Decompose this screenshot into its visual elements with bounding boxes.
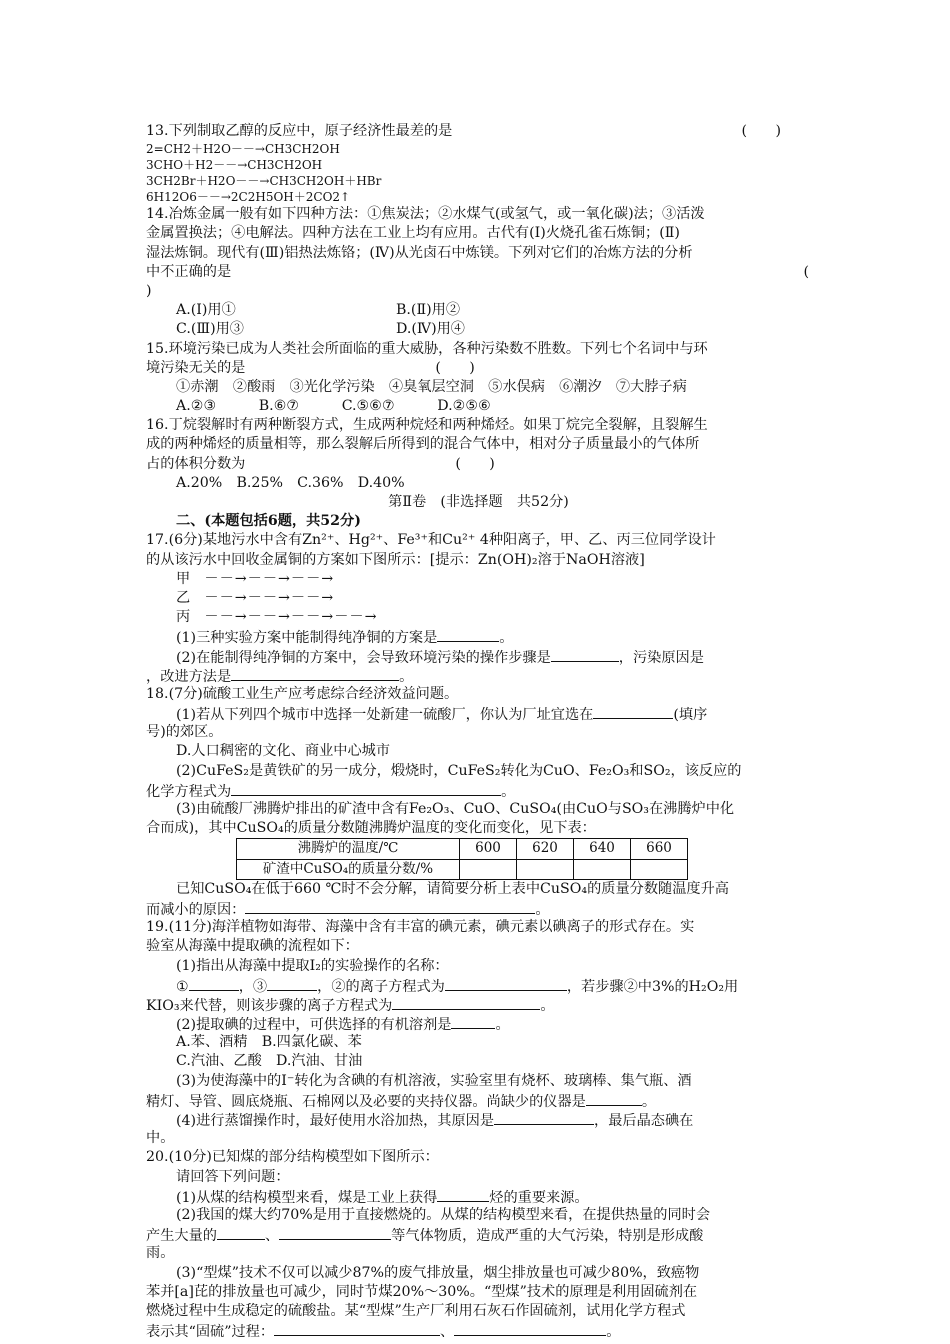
q14-option: A.(Ⅰ)用① (176, 302, 236, 319)
q15-line (146, 359, 811, 378)
q13-option: 3CH2Br＋H2O－－→CH3CH2OH＋HBr (146, 174, 382, 189)
table-row (237, 839, 688, 859)
q19-sub1-cont: KIO₃来代替，则该步骤的离子方程式为 。 (146, 995, 811, 1014)
q17-flow-label: 乙 (176, 589, 191, 606)
q18-sub2: (2)CuFeS₂是黄铁矿的另一成分，煅烧时，CuFeS₂转化为CuO、Fe₂O₃和SO₂，该反应的 (176, 762, 742, 779)
answer-blank[interactable] (586, 1091, 642, 1106)
q15-options: A.②③ B.⑥⑦ C.⑤⑥⑦ D.②⑤⑥ (176, 398, 491, 415)
q20-sub3: (3)“型煤”技术不仅可以减少87%的废气排放量，烟尘排放量也可减少80%，致癌物 (176, 1264, 700, 1281)
q19-sub1-answers (146, 976, 811, 995)
q18-after-text: 而减小的原因： (146, 901, 246, 918)
q20-sub3-cont: 燃烧过程中生成稳定的硫酸盐。某“型煤”生产厂利用石灰石作固硫剂，试用化学方程式 (146, 1302, 686, 1319)
q18-option-d: D.人口稠密的文化、商业中心城市 (176, 743, 391, 760)
q19-sub2: (2)提取碘的过程中，可供选择的有机溶剂是 。 (146, 1014, 811, 1033)
q20-sub2-end: 雨。 (146, 1245, 175, 1262)
answer-blank[interactable] (279, 1225, 391, 1240)
q17-flow-arrows: －－→－－→－－→ (204, 570, 335, 587)
q15-items: ①赤潮 ②酸雨 ③光化学污染 ④臭氧层空洞 ⑤水俣病 ⑥潮汐 ⑦大脖子病 (176, 378, 687, 395)
answer-blank[interactable] (451, 1014, 495, 1029)
q17-sub2-text: ，污染原因是 (618, 649, 704, 666)
q13-option: 6H12O6－－→2C2H5OH＋2CO2↑ (146, 190, 351, 205)
q14-options-row (146, 301, 811, 320)
table-row (237, 859, 688, 879)
table-cell: 620 (517, 839, 574, 859)
answer-blank[interactable] (593, 704, 673, 719)
table-cell: 640 (574, 839, 631, 859)
q18-after: 已知CuSO₄在低于660 ℃时不会分解，请简要分析上表中CuSO₄的质量分数随温度升高 (176, 880, 729, 897)
q14-options-row (146, 320, 811, 339)
table-cell-empty[interactable] (517, 859, 574, 879)
q16-answer-paren: ( ) (455, 455, 495, 472)
q13-stem-text: 13.下列制取乙醇的反应中，原子经济性最差的是 (146, 123, 453, 139)
q17-flow-row (146, 589, 811, 608)
q20-sub3-cont: 苯并[a]芘的排放量也可减少，同时节煤20%～30%。“型煤”技术的原理是利用固硫剂在 (146, 1283, 698, 1300)
q17-flow-row (146, 570, 811, 589)
q20-text: 、 (440, 1324, 455, 1341)
q20-sub2-cont (146, 1225, 811, 1244)
q18-sub1-text: (1)若从下列四个城市中选择一处新建一硫酸厂，你认为厂址宜选在 (176, 707, 594, 724)
section-heading: 二、(本题包括6题，共52分) (176, 513, 361, 530)
q19-text: ① (176, 978, 189, 995)
q16-line (146, 455, 811, 474)
q14-line: 金属置换法；④电解法。四种方法在工业上均有应用。古代有(Ⅰ)火烧孔雀石炼铜；(Ⅱ) (146, 225, 680, 242)
q17-flow-arrows: －－→－－→－－→ (204, 589, 335, 606)
q17-flow-label: 丙 (176, 609, 191, 626)
table-header-temp: 沸腾炉的温度/℃ (237, 839, 460, 859)
q17-flow-row (146, 608, 811, 627)
q19-text: ，若步骤②中3%的H₂O₂用 (566, 978, 739, 995)
q19-text: ，③ (238, 978, 268, 995)
q19-text: ，②的离子方程式为 (317, 978, 445, 995)
answer-blank[interactable] (274, 1321, 440, 1336)
q14-line: 湿法炼铜。现代有(Ⅲ)铝热法炼铬；(Ⅳ)从光卤石中炼镁。下列对它们的冶炼方法的分析 (146, 244, 693, 261)
q19-sub2-options: C.汽油、乙酸 D.汽油、甘油 (176, 1053, 363, 1070)
answer-blank[interactable] (217, 1225, 265, 1240)
table-cell-empty[interactable] (631, 859, 688, 879)
answer-blank[interactable] (231, 781, 501, 796)
q14-option: C.(Ⅲ)用③ (176, 321, 244, 338)
q20-period: 。 (606, 1324, 621, 1341)
q19-text: 精灯、导管、圆底烧瓶、石棉网以及必要的夹持仪器。尚缺少的仪器是 (146, 1093, 586, 1110)
answer-blank[interactable] (189, 976, 239, 991)
q16-line: 成的两种烯烃的质量相等，那么裂解后所得到的混合气体中，相对分子质量最小的气体所 (146, 436, 700, 453)
answer-blank[interactable] (231, 666, 399, 681)
q18-sub2-cont: 化学方程式为 。 (146, 781, 811, 800)
q19-line: 19.(11分)海洋植物如海带、海藻中含有丰富的碘元素，碘元素以碘离子的形式存在。实 (146, 919, 695, 936)
table-header-fraction: 矿渣中CuSO₄的质量分数/% (237, 859, 460, 879)
q16-line: 16.丁烷裂解时有两种断裂方式，生成两种烷烃和两种烯烃。如果丁烷完全裂解，且裂解生 (146, 417, 708, 434)
q14-paren-close: ) (146, 282, 152, 299)
answer-blank[interactable] (437, 1187, 489, 1202)
q17-sub2-cont (146, 666, 811, 685)
q13-option: 2=CH2＋H2O－－→CH3CH2OH (146, 142, 340, 157)
q20-line: 20.(10分)已知煤的部分结构模型如下图所示： (146, 1149, 439, 1166)
q20-sub2: (2)我国的煤大约70%是用于直接燃烧的。从煤的结构模型来看，在提供热量的同时会 (176, 1206, 711, 1223)
q13-stem (146, 122, 811, 141)
part2-title: 第Ⅱ卷 (非选择题 共52分) (388, 494, 569, 510)
answer-blank[interactable] (551, 647, 619, 662)
answer-blank[interactable] (445, 976, 567, 991)
q20-text: (1)从煤的结构模型来看，煤是工业上获得 (176, 1189, 438, 1206)
answer-blank[interactable] (392, 995, 540, 1010)
q18-sub1 (146, 704, 811, 723)
q18-sub3: (3)由硫酸厂沸腾炉排出的矿渣中含有Fe₂O₃、CuO、CuSO₄(由CuO与SO₃在沸腾炉中化 (176, 801, 735, 817)
answer-blank[interactable] (437, 627, 499, 642)
q14-line: 14.冶炼金属一般有如下四种方法：①焦炭法；②水煤气(或氢气，或一氧化碳)法；③活泼 (146, 206, 705, 223)
q18-data-table (236, 838, 688, 879)
q19-text: ，最后晶态碘在 (594, 1113, 694, 1130)
q18-sub3-cont: 合而成)，其中CuSO₄的质量分数随沸腾炉温度的变化而变化，见下表： (146, 820, 596, 837)
q14-option: D.(Ⅳ)用④ (396, 321, 465, 338)
table-cell-empty[interactable] (574, 859, 631, 879)
q16-options: A.20% B.25% C.36% D.40% (176, 474, 405, 491)
table-cell-empty[interactable] (460, 859, 517, 879)
q18-sub2-text: 化学方程式为 (146, 783, 232, 800)
q15-line: 15.环境污染已成为人类社会所面临的重大威胁，各种污染数不胜数。下列七个名词中与环 (146, 340, 708, 357)
q16-line-text: 占的体积分数为 (146, 455, 246, 472)
q14-line-text: 中不正确的是 (146, 263, 232, 280)
answer-blank[interactable] (267, 976, 317, 991)
q17-sub2 (146, 647, 811, 666)
q19-text: KIO₃来代替，则该步骤的离子方程式为 (146, 997, 393, 1014)
q20-text: 表示其“固硫”过程： (146, 1324, 275, 1341)
q17-sub1-text: (1)三种实验方案中能制得纯净铜的方案是 (176, 630, 438, 647)
q20-text: 、 (264, 1228, 280, 1245)
table-cell: 660 (631, 839, 688, 859)
q14-answer-paren: ( (803, 263, 809, 280)
q14-line (146, 263, 811, 282)
q17-period: 。 (399, 668, 414, 685)
q18-sub1-text: (填序 (673, 707, 708, 724)
exam-content (146, 122, 811, 1340)
table-cell: 600 (460, 839, 517, 859)
q17-period: 。 (499, 630, 514, 647)
q19-sub4-cont: 中。 (146, 1130, 175, 1147)
q19-text: (2)提取碘的过程中，可供选择的有机溶剂是 (176, 1017, 452, 1034)
q17-line: 17.(6分)某地污水中含有Zn²⁺、Hg²⁺、Fe³⁺和Cu²⁺ 4种阳离子，甲、乙、丙三位同学设计 (146, 532, 716, 549)
q17-flow-arrows: －－→－－→－－→－－→ (204, 609, 378, 626)
q18-after-cont: 而减小的原因： 。 (146, 899, 811, 918)
q19-sub4 (146, 1110, 811, 1129)
q19-text: (4)进行蒸馏操作时，最好使用水浴加热，其原因是 (176, 1113, 495, 1130)
answer-blank[interactable] (245, 899, 535, 914)
answer-blank[interactable] (454, 1321, 606, 1336)
q19-sub3: (3)为使海藻中的I⁻转化为含碘的有机溶液，实验室里有烧杯、玻璃棒、集气瓶、酒 (176, 1072, 692, 1089)
q20-sub1 (146, 1187, 811, 1206)
q14-option: B.(Ⅱ)用② (396, 302, 461, 319)
q19-sub1: (1)指出从海藻中提取I₂的实验操作的名称： (176, 957, 449, 974)
q19-line: 验室从海藻中提取碘的流程如下： (146, 938, 359, 955)
q20-text: 产生大量的 (146, 1228, 217, 1245)
q17-sub2-text: ，改进方法是 (146, 668, 232, 685)
q17-line: 的从该污水中回收金属铜的方案如下图所示：[提示：Zn(OH)₂溶于NaOH溶液] (146, 551, 645, 568)
q19-sub3-cont: 精灯、导管、圆底烧瓶、石棉网以及必要的夹持仪器。尚缺少的仪器是 。 (146, 1091, 811, 1110)
q17-flow-label: 甲 (176, 570, 191, 587)
q20-sub3-cont (146, 1321, 811, 1340)
q20-line: 请回答下列问题： (176, 1168, 290, 1185)
answer-blank[interactable] (494, 1110, 594, 1125)
q20-text: 烃的重要来源。 (489, 1189, 589, 1206)
q15-answer-paren: ( ) (435, 359, 475, 376)
q18-sub1-cont: 号)的郊区。 (146, 724, 223, 741)
q20-text: 等气体物质，造成严重的大气污染，特别是形成酸 (391, 1228, 704, 1245)
q13-answer-paren: ( ) (741, 123, 781, 139)
q18-line: 18.(7分)硫酸工业生产应考虑综合经济效益问题。 (146, 685, 459, 702)
q17-sub2-text: (2)在能制得纯净铜的方案中，会导致环境污染的操作步骤是 (176, 649, 551, 666)
q13-option: 3CHO＋H2－－→CH3CH2OH (146, 158, 323, 173)
q15-line-text: 境污染无关的是 (146, 359, 246, 376)
q17-sub1 (146, 627, 811, 646)
q19-sub2-options: A.苯、酒精 B.四氯化碳、苯 (176, 1034, 362, 1051)
